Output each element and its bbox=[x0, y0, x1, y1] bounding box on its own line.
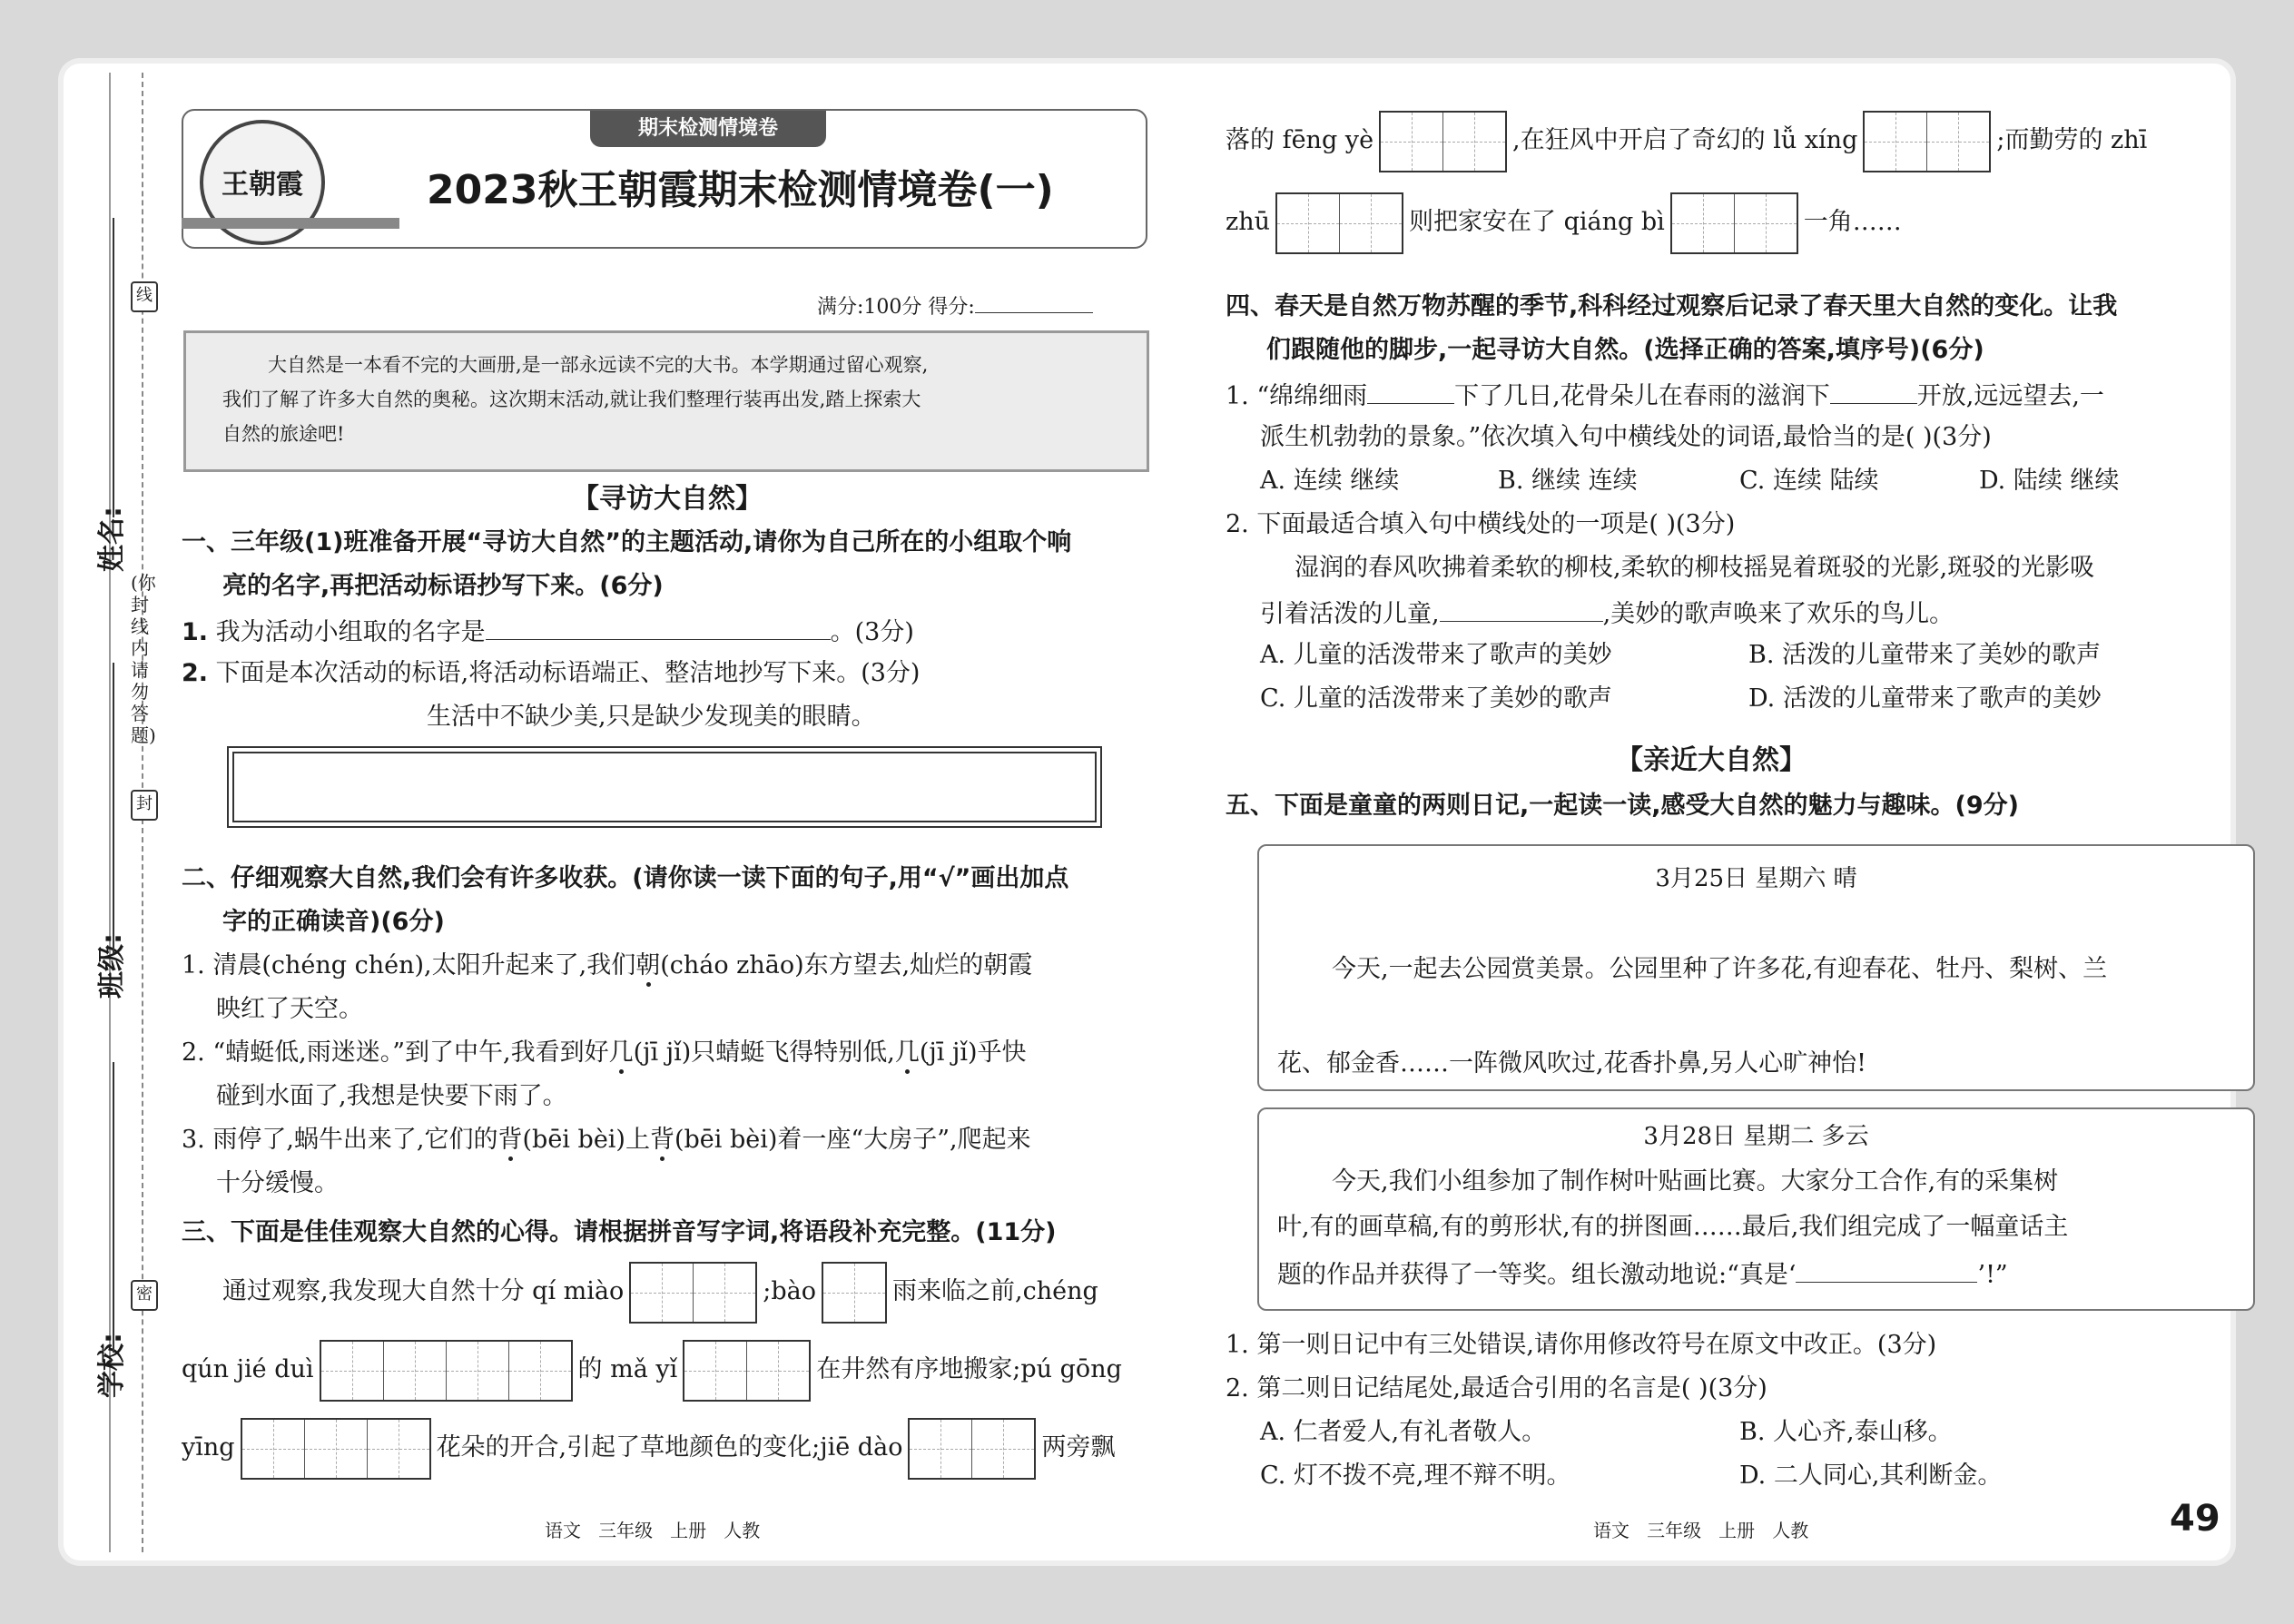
secret-mark: 密 bbox=[131, 1280, 158, 1311]
write-grid-qunjiedui[interactable] bbox=[320, 1340, 573, 1402]
page-number: 49 bbox=[2170, 1498, 2220, 1540]
q5-opt-b[interactable]: B. 人心齐,泰山移。 bbox=[1739, 1418, 1953, 1446]
class-label: 班级: bbox=[96, 933, 128, 999]
q5-title: 五、下面是童童的两则日记,一起读一读,感受大自然的魅力与趣味。(9分) bbox=[1226, 792, 2019, 820]
diary-1 bbox=[1257, 844, 2255, 1091]
q5-opt-a[interactable]: A. 仁者爱人,有礼者敬人。 bbox=[1260, 1418, 1547, 1446]
q5-opt-c[interactable]: C. 灯不拨不亮,理不辩不明。 bbox=[1260, 1462, 1571, 1490]
intro-box bbox=[183, 330, 1149, 472]
page-title: 2023秋王朝霞期末检测情境卷(一) bbox=[427, 167, 1054, 213]
section-title-2: 【亲近大自然】 bbox=[1616, 744, 1807, 776]
q2-item-3: 3. 雨停了,蜗牛出来了,它们的背(bēi bèi)上背(bēi bèi)着一座“大房子”,爬起来 bbox=[182, 1126, 1031, 1154]
write-grid-jiedao[interactable] bbox=[908, 1418, 1036, 1480]
q1-line-1: 一、三年级(1)班准备开展“寻访大自然”的主题活动,请你为自己所在的小组取个响 bbox=[182, 528, 1072, 556]
q4-line-2: 们跟随他的脚步,一起寻访大自然。(选择正确的答案,填序号)(6分) bbox=[1266, 336, 1984, 364]
q3-row-5: zhū 则把家安在了 qiáng bì 一角…… bbox=[1226, 191, 1902, 254]
header-tag: 期末检测情境卷 bbox=[590, 111, 826, 147]
q2-item-1: 1. 清晨(chéng chén),太阳升起来了,我们朝(cháo zhāo)东方望去,灿烂的朝霞 bbox=[182, 951, 1033, 979]
q4-sub1-cont: 派生机勃勃的景象。”依次填入句中横线处的词语,最恰当的是( )(3分) bbox=[1260, 423, 1992, 451]
diary-1-line-2: 花、郁金香……一阵微风吹过,花香扑鼻,另人心旷神怡! bbox=[1277, 1049, 1867, 1078]
q4-passage-1: 湿润的春风吹拂着柔软的柳枝,柔软的柳枝摇晃着斑驳的光影,斑驳的光影吸 bbox=[1295, 554, 2095, 582]
logo-ribbon bbox=[182, 218, 399, 229]
paper-sheet bbox=[64, 64, 2230, 1560]
q1-sub2: 2. 下面是本次活动的标语,将活动标语端正、整洁地抄写下来。(3分) bbox=[182, 659, 921, 687]
write-grid-qimiao[interactable] bbox=[629, 1262, 757, 1324]
quote-blank[interactable] bbox=[1796, 1256, 1977, 1283]
q5-opt-d[interactable]: D. 二人同心,其利断金。 bbox=[1739, 1462, 2003, 1490]
q1-sub1: 1. 我为活动小组取的名字是 。(3分) bbox=[182, 614, 914, 649]
q4-line-1: 四、春天是自然万物苏醒的季节,科科经过观察后记录了春天里大自然的变化。让我 bbox=[1226, 292, 2118, 320]
class-field[interactable] bbox=[113, 663, 114, 953]
intro-line-3: 自然的旅途吧! bbox=[222, 423, 345, 445]
q2-line-2: 字的正确读音)(6分) bbox=[222, 908, 445, 936]
diary-2-line-3: 题的作品并获得了一等奖。组长激动地说:“真是‘ ’!” bbox=[1277, 1256, 2008, 1292]
q4-opt-d[interactable]: D. 陆续 继续 bbox=[1979, 467, 2120, 495]
q4-passage-2: 引着活泼的儿童, ,美妙的歌声唤来了欢乐的鸟儿。 bbox=[1260, 595, 1954, 631]
q5-sub1: 1. 第一则日记中有三处错误,请你用修改符号在原文中改正。(3分) bbox=[1226, 1331, 1937, 1359]
diary-1-line-1: 今天,一起去公园赏美景。公园里种了许多花,有迎春花、牡丹、梨树、兰 bbox=[1332, 955, 2108, 983]
q4-opt2-d[interactable]: D. 活泼的儿童带来了歌声的美妙 bbox=[1748, 684, 2102, 713]
write-grid-mayi[interactable] bbox=[683, 1340, 811, 1402]
passage-blank[interactable] bbox=[1440, 595, 1603, 622]
diary-1-date: 3月25日 星期六 晴 bbox=[1655, 865, 1857, 892]
q3-row-4: 落的 fēng yè ,在狂风中开启了奇幻的 lǚ xíng ;而勤劳的 zhī bbox=[1226, 109, 2147, 172]
q4-sub1: 1. “绵绵细雨 下了几日,花骨朵儿在春雨的滋润下 开放,远远望去,一 bbox=[1226, 378, 2104, 413]
q5-sub2: 2. 第二则日记结尾处,最适合引用的名言是( )(3分) bbox=[1226, 1374, 1767, 1403]
q4-sub2: 2. 下面最适合填入句中横线处的一项是( )(3分) bbox=[1226, 510, 1736, 538]
intro-line-1: 大自然是一本看不完的大画册,是一部永远读不完的大书。本学期通过留心观察, bbox=[268, 354, 929, 376]
q2-item-2-cont: 碰到水面了,我想是快要下雨了。 bbox=[216, 1082, 567, 1110]
seal-mark: 封 bbox=[131, 790, 158, 821]
q3-row-1: 通过观察,我发现大自然十分 qí miào ;bào 雨来临之前,chéng bbox=[222, 1260, 1098, 1324]
footer-left: 语文 三年级 上册 人教 bbox=[545, 1520, 761, 1541]
diary-2-line-1: 今天,我们小组参加了制作树叶贴画比赛。大家分工合作,有的采集树 bbox=[1332, 1167, 2059, 1196]
score-label: 满分:100分 得分: bbox=[817, 287, 1093, 324]
logo-text: 王朝霞 bbox=[222, 169, 303, 201]
binding-solid-line bbox=[109, 73, 111, 1552]
group-name-field[interactable] bbox=[486, 614, 831, 640]
diary-2-line-2: 叶,有的画草稿,有的剪形状,有的拼图画……最后,我们组完成了一幅童话主 bbox=[1277, 1213, 2069, 1241]
blank-2[interactable] bbox=[1830, 378, 1917, 404]
q4-opt-a[interactable]: A. 连续 继续 bbox=[1260, 467, 1400, 495]
diary-2-date: 3月28日 星期二 多云 bbox=[1643, 1123, 1869, 1150]
intro-line-2: 我们了解了许多大自然的奥秘。这次期末活动,就让我们整理行装再出发,踏上探索大 bbox=[222, 389, 921, 410]
q4-opt2-b[interactable]: B. 活泼的儿童带来了美妙的歌声 bbox=[1748, 641, 2102, 669]
q4-opt-c[interactable]: C. 连续 陆续 bbox=[1739, 467, 1879, 495]
q1-line-2: 亮的名字,再把活动标语抄写下来。(6分) bbox=[222, 572, 664, 600]
school-field[interactable] bbox=[113, 1062, 114, 1353]
diary-2 bbox=[1257, 1107, 2255, 1311]
q4-opt2-a[interactable]: A. 儿童的活泼带来了歌声的美妙 bbox=[1260, 641, 1612, 669]
write-grid-fengye[interactable] bbox=[1379, 111, 1507, 172]
q2-item-2: 2. “蜻蜓低,雨迷迷。”到了中午,我看到好几(jī jǐ)只蜻蜓飞得特别低,几(jī jǐ)乎快 bbox=[182, 1038, 1027, 1067]
q4-opt2-c[interactable]: C. 儿童的活泼带来了美妙的歌声 bbox=[1260, 684, 1612, 713]
write-grid-lvxing[interactable] bbox=[1863, 111, 1991, 172]
line-mark: 线 bbox=[131, 281, 158, 312]
no-answer-note: (你封线内请勿答题) bbox=[131, 572, 156, 746]
name-field[interactable] bbox=[113, 218, 114, 517]
score-field[interactable] bbox=[975, 287, 1093, 313]
footer-right: 语文 三年级 上册 人教 bbox=[1593, 1520, 1809, 1541]
school-label: 学校: bbox=[96, 1333, 128, 1398]
q2-line-1: 二、仔细观察大自然,我们会有许多收获。(请你读一读下面的句子,用“√”画出加点 bbox=[182, 864, 1069, 892]
q2-item-1-cont: 映红了天空。 bbox=[216, 995, 363, 1023]
name-label: 姓名: bbox=[96, 507, 128, 572]
write-grid-pugongying[interactable] bbox=[241, 1418, 431, 1480]
slogan: 生活中不缺少美,只是缺少发现美的眼睛。 bbox=[427, 703, 876, 731]
q4-opt-b[interactable]: B. 继续 连续 bbox=[1498, 467, 1638, 495]
write-grid-bao[interactable] bbox=[822, 1262, 887, 1324]
q2-item-3-cont: 十分缓慢。 bbox=[216, 1169, 339, 1197]
section-title-1: 【寻访大自然】 bbox=[572, 483, 763, 515]
slogan-copy-box[interactable] bbox=[227, 746, 1102, 828]
blank-1[interactable] bbox=[1367, 378, 1454, 404]
write-grid-zhizhu[interactable] bbox=[1275, 192, 1403, 254]
q3-title: 三、下面是佳佳观察大自然的心得。请根据拼音写字词,将语段补充完整。(11分) bbox=[182, 1218, 1057, 1246]
q3-row-3: yīng 花朵的开合,引起了草地颜色的变化;jiē dào 两旁飘 bbox=[182, 1416, 1115, 1480]
q3-row-2: qún jié duì 的 mǎ yǐ 在井然有序地搬家;pú gōng bbox=[182, 1338, 1122, 1402]
write-grid-qiangbi[interactable] bbox=[1670, 192, 1798, 254]
